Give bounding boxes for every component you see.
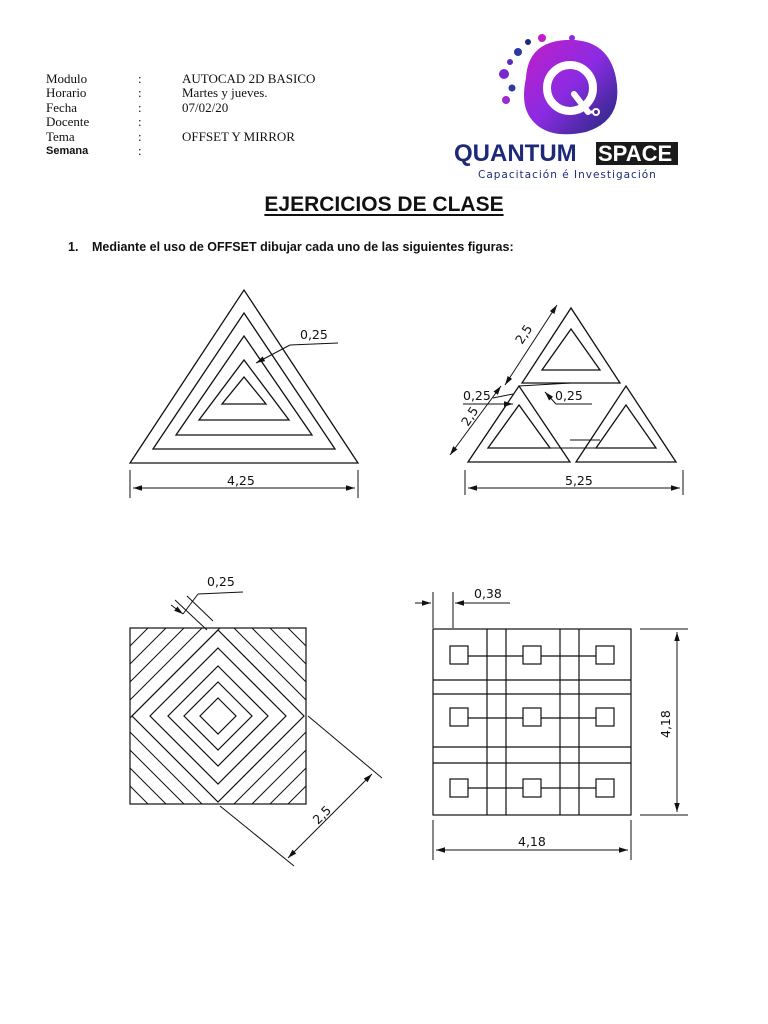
label-horario: Horario [46,85,87,101]
colon: : [138,71,142,86]
colon: : [138,128,142,144]
fig1-width-label: 4,25 [227,473,255,488]
fig1-offset-label: 0,25 [300,327,328,342]
value-horario: Martes y jueves. [182,85,268,101]
fig2-side-label-top: 2,5 [511,321,536,347]
label-docente: Docente [46,114,90,130]
logo-tagline: Capacitación é Investigación [478,169,657,181]
value-tema: OFFSET Y MIRROR [182,128,295,144]
figure-3-diamond-square [130,592,382,866]
fig2-width-label: 5,25 [565,473,593,488]
colon: : [138,99,142,115]
instruction-number: 1. [68,240,79,254]
colon: : [138,114,142,130]
logo-brand-secondary: SPACE [598,141,673,166]
label-tema: Tema [46,128,75,144]
fig2-offset-right-label: 0,25 [555,388,583,403]
fig4-width-label: 4,18 [518,834,546,849]
fig3-diag-label: 2,5 [309,802,335,828]
fig2-offset-left-label: 0,25 [463,388,491,403]
label-modulo: Modulo [46,71,88,86]
value-fecha: 07/02/20 [182,99,229,115]
label-fecha: Fecha [46,99,78,115]
fig4-height-label: 4,18 [658,710,673,738]
colon: : [138,85,142,101]
colon: : [138,142,142,158]
value-modulo: AUTOCAD 2D BASICO [182,71,316,86]
page-title: EJERCICIOS DE CLASE [264,193,504,216]
fig4-offset-label: 0,38 [474,586,502,601]
instruction-text: Mediante el uso de OFFSET dibujar cada uno de las siguientes figuras: [92,240,514,254]
figure-4-woven-knot [415,592,688,860]
fig3-offset-label: 0,25 [207,574,235,589]
logo-brand-primary: QUANTUM [454,140,577,167]
figure-1-nested-triangles [130,290,358,498]
label-semana: Semana [46,144,89,157]
fig2-side-label-left: 2,5 [457,403,482,429]
